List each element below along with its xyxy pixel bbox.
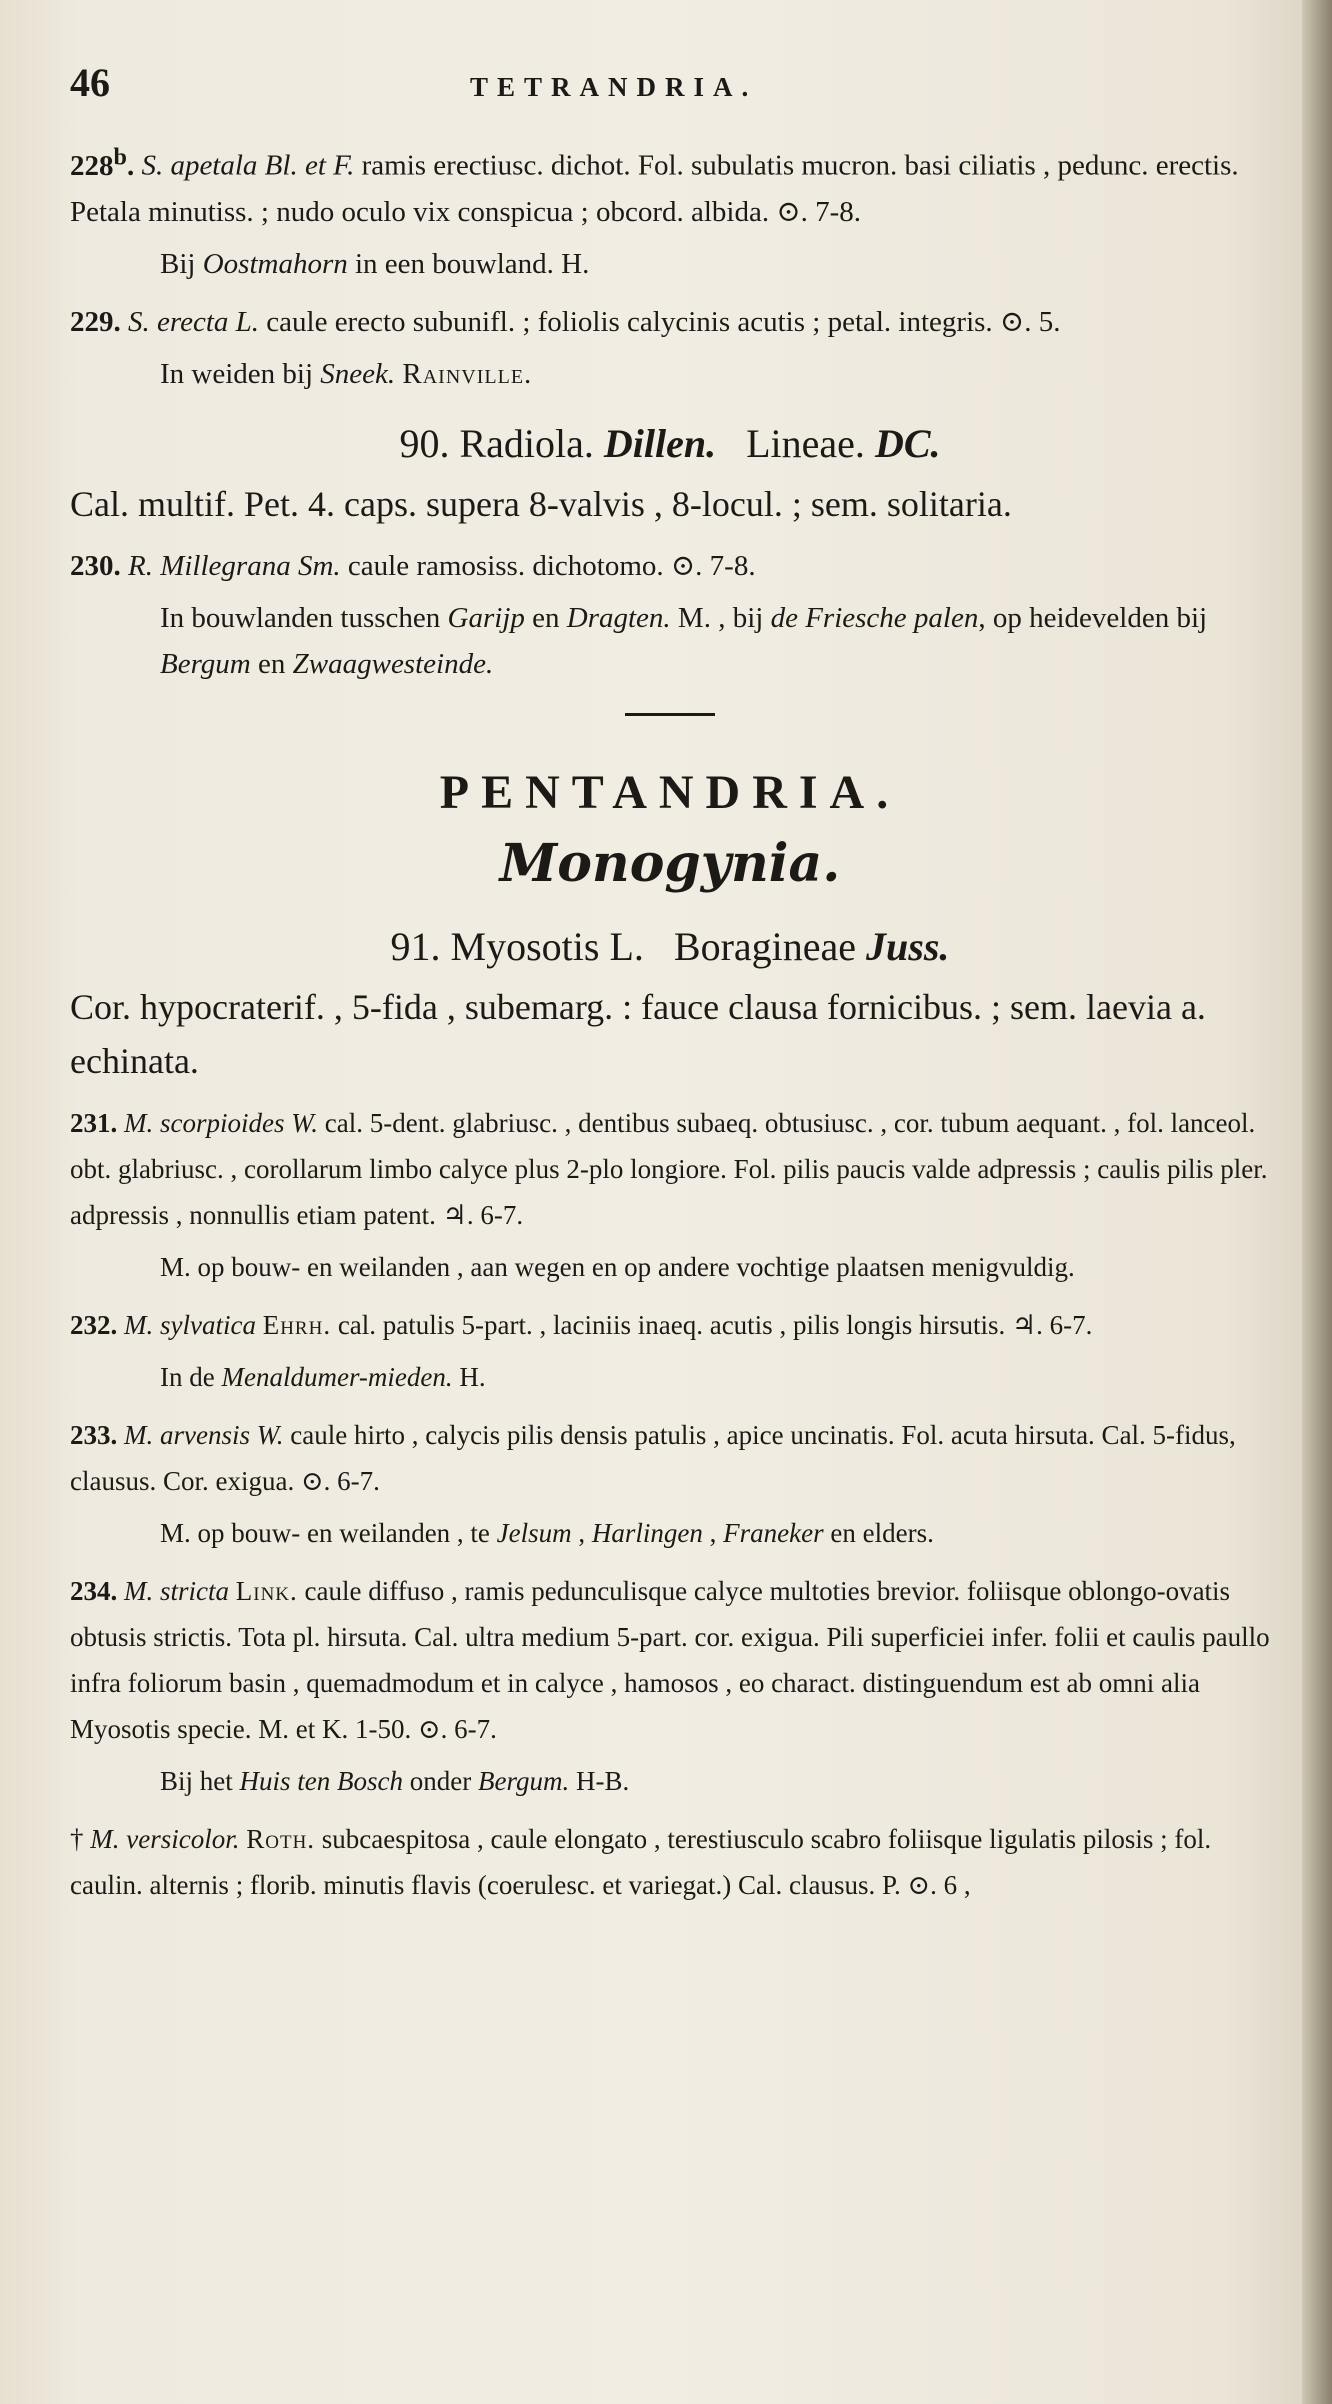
species-name: S. apetala Bl. et F. xyxy=(141,149,355,182)
entry-number: 230. xyxy=(70,549,121,582)
species-author: Link. xyxy=(235,1575,298,1606)
running-title: TETRANDRIA. xyxy=(470,72,758,102)
genus-heading-myosotis: 91. Myosotis L. Boragineae Juss. xyxy=(390,923,950,969)
class-heading: PENTANDRIA. xyxy=(439,765,901,819)
species-author: Ehrh. xyxy=(262,1309,332,1340)
species-description: subcaespitosa , caule elongato , terestiusculo scabro foliisque ligulatis pilosis ; fol. caulin. alternis ; florib. minutis flavis (coerulesc. et variegat.) Cal. clausus. P. ⊙. 6 , xyxy=(70,1823,1212,1900)
locality-note: In weiden bij Sneek. Rainville. xyxy=(160,357,533,390)
species-name: M. versicolor. xyxy=(90,1823,240,1854)
entry-number: 233. xyxy=(70,1419,118,1450)
locality-note: Bij het Huis ten Bosch onder Bergum. H-B. xyxy=(160,1765,630,1796)
species-description: cal. patulis 5-part. , laciniis inaeq. acutis , pilis longis hirsutis. ♃. 6-7. xyxy=(337,1309,1093,1340)
book-gutter-shadow xyxy=(1302,0,1332,2404)
entry-number: 232. xyxy=(70,1309,118,1340)
entry-number: 229. xyxy=(70,305,121,338)
locality-note: M. op bouw- en weilanden , te Jelsum , Harlingen , Franeker en elders. xyxy=(160,1517,934,1548)
entry-number: 228$^b$. xyxy=(70,143,135,182)
species-description: cal. 5-dent. glabriusc. , dentibus subaeq. obtusiusc. , cor. tubum aequant. , fol. lanceol. obt. glabriusc. , corollarum limbo calyce plus 2-plo longiore. Fol. pilis paucis valde adpressis ; caulis pilis pler. adpressis , nonnullis etiam patent. ♃. 6-7. xyxy=(70,1107,1268,1230)
genus-diagnosis: Cal. multif. Pet. 4. caps. supera 8-valvis , 8-locul. ; sem. solitaria. xyxy=(70,483,1012,524)
species-description: caule diffuso , ramis pedunculisque calyce multoties brevior. foliisque oblongo-ovatis obtusis strictis. Tota pl. hirsuta. Cal. ultra medium 5-part. cor. exigua. Pili superficiei infer. folii et caulis paullo infra foliorum basin , quemadmodum et in calyce , hamosos , eo charact. distinguendum est ab omni alia Myosotis specie. M. et K. 1-50. ⊙. 6-7. xyxy=(70,1575,1270,1744)
locality-note: M. op bouw- en weilanden , aan wegen en op andere vochtige plaatsen menigvuldig. xyxy=(160,1251,1075,1282)
species-name: M. sylvatica xyxy=(124,1309,256,1340)
entry-230 xyxy=(70,543,1270,589)
species-author: Roth. xyxy=(246,1823,316,1854)
species-name: M. arvensis W. xyxy=(124,1419,284,1450)
entry-number: 231. xyxy=(70,1107,118,1138)
entry-versicolor xyxy=(70,1816,1270,1908)
entry-231 xyxy=(70,1100,1270,1238)
genus-diagnosis: Cor. hypocraterif. , 5-fida , subemarg. : fauce clausa fornicibus. ; sem. laevia a. echinata. xyxy=(70,986,1206,1081)
species-name: M. scorpioides W. xyxy=(124,1107,318,1138)
species-description: ramis erectiusc. dichot. Fol. subulatis mucron. basi ciliatis , pedunc. erectis. Petala minutiss. ; nudo oculo vix conspicua ; obcord. albida. ⊙. 7-8. xyxy=(70,149,1239,228)
entry-229 xyxy=(70,299,1270,345)
species-description: caule ramosiss. dichotomo. ⊙. 7-8. xyxy=(347,549,756,582)
entry-number: 234. xyxy=(70,1575,118,1606)
entry-228b xyxy=(70,134,1270,235)
locality-note: In bouwlanden tusschen Garijp en Dragten. M. , bij de Friesche palen, op heidevelden bij Bergum en Zwaagwesteinde. xyxy=(160,601,1208,680)
entry-233 xyxy=(70,1412,1270,1504)
species-name: S. erecta L. xyxy=(128,305,260,338)
genus-heading-radiola: 90. Radiola. Dillen. Lineae. DC. xyxy=(399,420,941,466)
page-number: 46 xyxy=(70,60,110,105)
species-name: M. stricta xyxy=(124,1575,229,1606)
species-description: caule erecto subunifl. ; foliolis calycinis acutis ; petal. integris. ⊙. 5. xyxy=(266,305,1061,338)
entry-232 xyxy=(70,1302,1270,1348)
page-header xyxy=(70,60,1270,122)
page-content xyxy=(70,60,1270,1908)
species-name: R. Millegrana Sm. xyxy=(128,549,341,582)
locality-note: In de Menaldumer-mieden. H. xyxy=(160,1361,486,1392)
order-heading: Monogynia. xyxy=(499,832,841,894)
species-description: caule hirto , calycis pilis densis patulis , apice uncinatis. Fol. acuta hirsuta. Cal. 5-fidus, clausus. Cor. exigua. ⊙. 6-7. xyxy=(70,1419,1236,1496)
entry-234 xyxy=(70,1568,1270,1752)
locality-note: Bij Oostmahorn in een bouwland. H. xyxy=(160,247,590,280)
section-divider xyxy=(625,713,715,716)
dagger-mark: † xyxy=(70,1823,84,1854)
